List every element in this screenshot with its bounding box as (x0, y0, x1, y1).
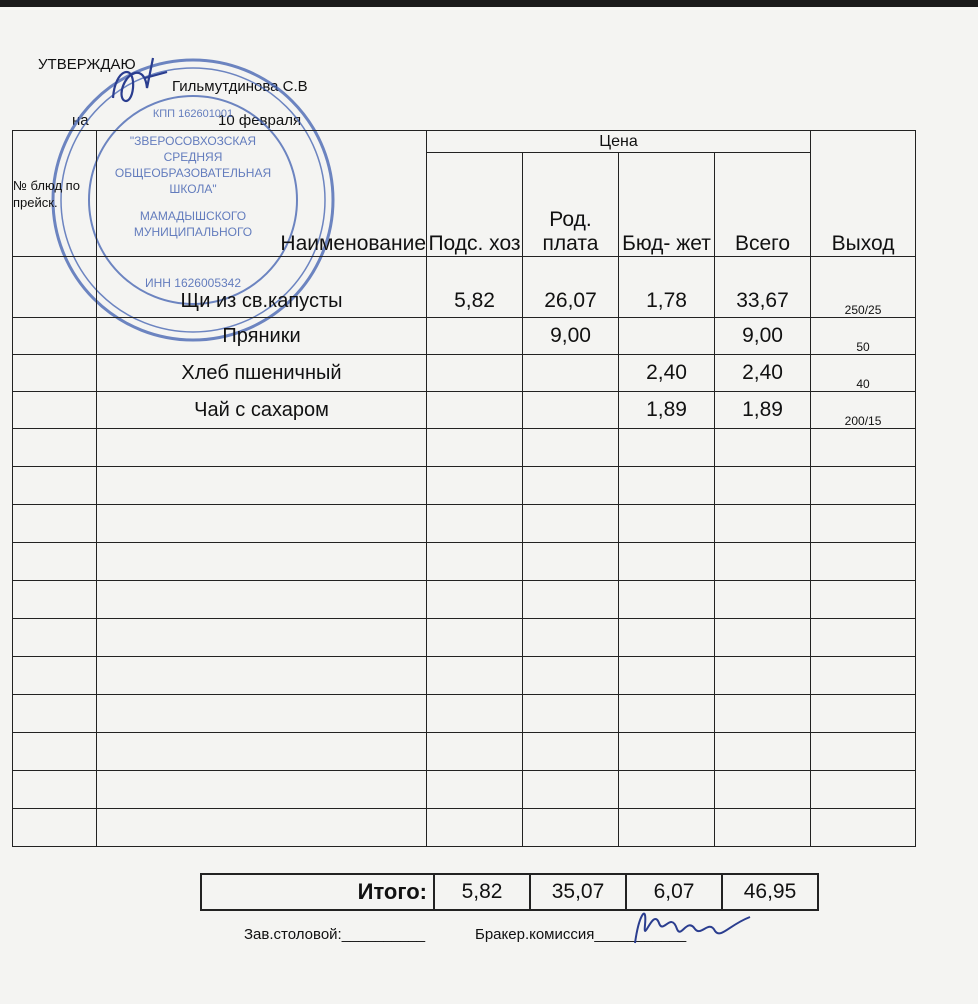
dish-name-cell: Чай с сахаром (97, 392, 427, 429)
commission-signature (625, 895, 755, 955)
empty-row (13, 543, 916, 581)
rodplata-header: Род. плата (523, 153, 619, 257)
scan-edge (0, 0, 978, 7)
output-cell: 200/15 (811, 392, 916, 429)
approve-label: УТВЕРЖДАЮ (38, 56, 136, 73)
output-header: Выход (811, 131, 916, 257)
totals-podshoz: 5,82 (434, 874, 530, 910)
stamp-text-2: СРЕДНЯЯ (163, 150, 223, 164)
totals-budget: 6,07 (626, 874, 722, 910)
canteen-head-label: Зав.столовой:__________ (244, 926, 426, 943)
empty-row (13, 695, 916, 733)
budget-cell: 2,40 (619, 355, 715, 392)
dish-number-cell (13, 392, 97, 429)
stamp-text-4: ШКОЛА" (169, 182, 217, 196)
table-row (13, 257, 916, 318)
stamp-text-1: "ЗВЕРОСОВХОЗСКАЯ (129, 134, 257, 148)
dish-name-cell: Хлеб пшеничный (97, 355, 427, 392)
podshoz-cell (427, 355, 523, 392)
menu-date: 10 февраля (218, 112, 302, 129)
budget-header: Бюд- жет (619, 153, 715, 257)
empty-row (13, 581, 916, 619)
dish-number-cell (13, 257, 97, 318)
totals-total: 46,95 (722, 874, 818, 910)
dish-name-cell: Пряники (97, 318, 427, 355)
budget-cell: 1,78 (619, 257, 715, 318)
dish-number-cell (13, 355, 97, 392)
table-row (13, 392, 916, 429)
total-cell: 9,00 (715, 318, 811, 355)
dish-name-cell: Щи из св.капусты (97, 257, 427, 318)
output-cell: 50 (811, 318, 916, 355)
total-cell: 2,40 (715, 355, 811, 392)
price-header: Цена (427, 131, 811, 153)
commission-line: ___________ (594, 926, 687, 943)
empty-row (13, 657, 916, 695)
empty-row (13, 429, 916, 467)
total-cell: 33,67 (715, 257, 811, 318)
budget-cell (619, 318, 715, 355)
budget-cell: 1,89 (619, 392, 715, 429)
stamp-text-5: МАМАДЫШСКОГО (139, 209, 247, 223)
commission-label: Бракер.комиссия___________ (475, 926, 687, 943)
rodplata-cell (523, 355, 619, 392)
output-cell: 250/25 (811, 257, 916, 318)
stamp-text-6: МУНИЦИПАЛЬНОГО (133, 225, 253, 239)
totals-rodplata: 35,07 (530, 874, 626, 910)
empty-row (13, 771, 916, 809)
table-row (13, 318, 916, 355)
stamp-kpp: КПП 162601001 (152, 108, 234, 120)
totals-label: Итого: (201, 874, 434, 910)
dish-number-cell (13, 318, 97, 355)
podshoz-cell (427, 392, 523, 429)
total-cell: 1,89 (715, 392, 811, 429)
canteen-head-line: __________ (341, 926, 426, 943)
dish-name-header: Наименование (97, 131, 427, 257)
rodplata-cell: 9,00 (523, 318, 619, 355)
director-name: Гильмутдинова С.В (172, 78, 308, 95)
podshoz-cell (427, 318, 523, 355)
empty-row (13, 733, 916, 771)
rodplata-cell: 26,07 (523, 257, 619, 318)
empty-row (13, 619, 916, 657)
stamp-inn: ИНН 1626005342 (144, 276, 242, 290)
empty-row (13, 505, 916, 543)
total-header: Всего (715, 153, 811, 257)
dish-number-header: № блюд по прейск. (13, 131, 97, 257)
menu-table (12, 130, 916, 847)
director-signature (105, 48, 175, 118)
date-prefix: на (72, 112, 89, 129)
podshoz-header: Подс. хоз (427, 153, 523, 257)
rodplata-cell (523, 392, 619, 429)
stamp-text-3: ОБЩЕОБРАЗОВАТЕЛЬНАЯ (114, 166, 272, 180)
podshoz-cell: 5,82 (427, 257, 523, 318)
table-row (13, 355, 916, 392)
empty-row (13, 467, 916, 505)
empty-row (13, 809, 916, 847)
output-cell: 40 (811, 355, 916, 392)
